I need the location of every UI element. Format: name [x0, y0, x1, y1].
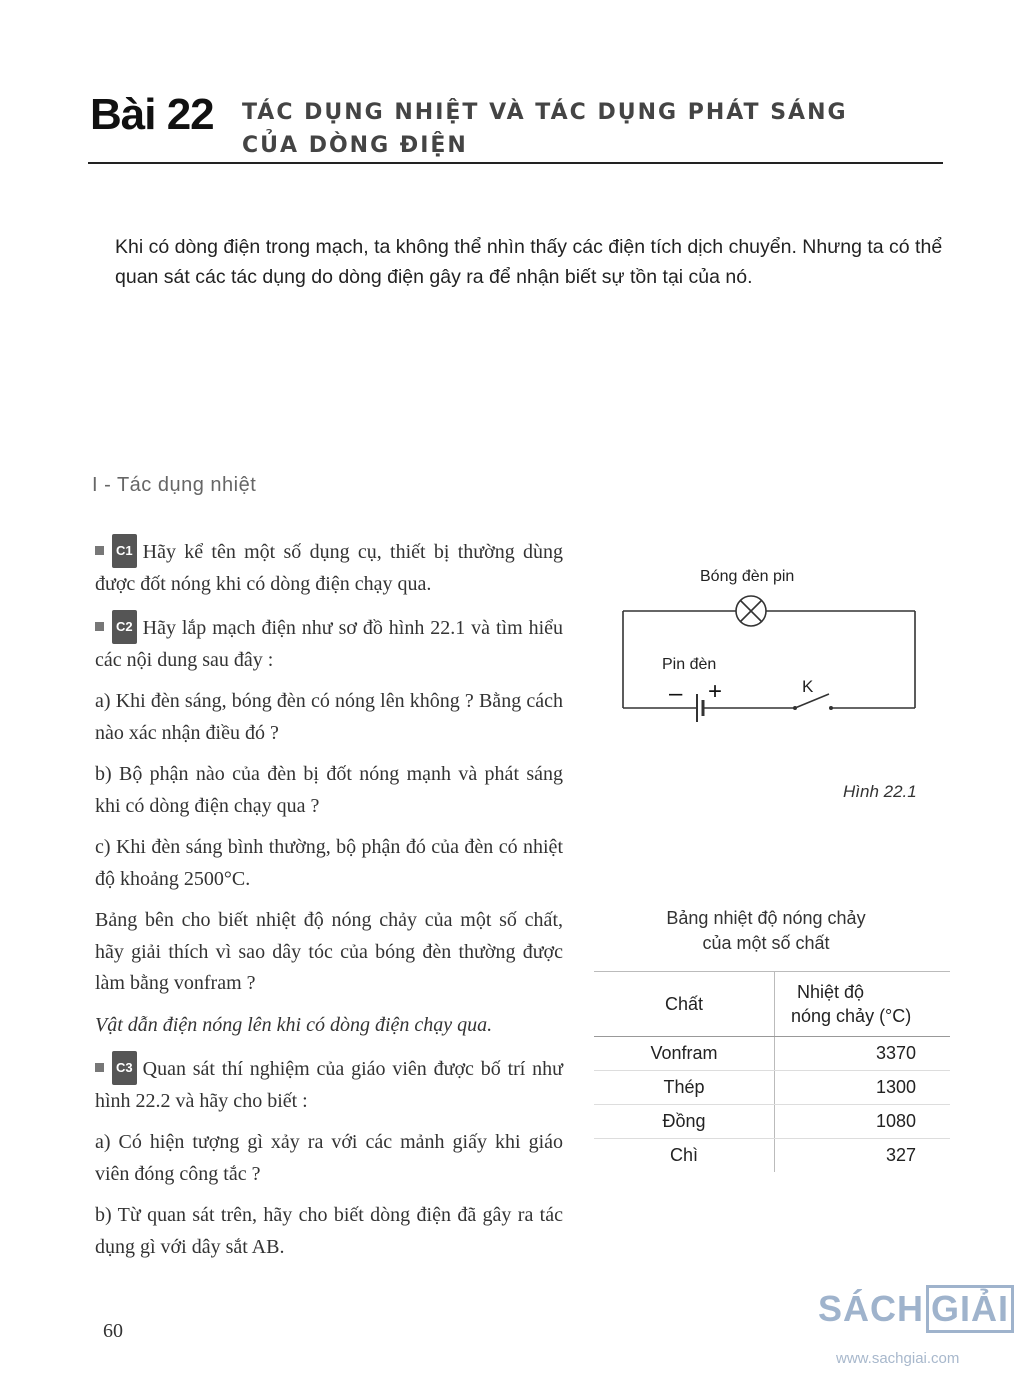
header-temp-line1: Nhiệt độ — [797, 982, 865, 1002]
temperature-cell: 3370 — [775, 1037, 951, 1071]
c3-part-a: a) Có hiện tượng gì xảy ra với các mảnh giấy khi giáo viên đóng công tắc ? — [95, 1131, 563, 1185]
table-row — [594, 1071, 950, 1105]
table-header-row — [594, 972, 950, 1037]
c3-text: Quan sát thí nghiệm của giáo viên được bố trí như hình 22.2 và hãy cho biết : — [95, 1058, 563, 1112]
table-row — [594, 1105, 950, 1139]
c2-part-c: c) Khi đèn sáng bình thường, bộ phận đó của đèn có nhiệt độ khoảng 2500°C. — [95, 836, 563, 890]
temperature-cell: 327 — [885, 1145, 916, 1165]
question-column — [95, 534, 563, 1273]
question-c1 — [95, 534, 563, 600]
c1-badge: C1 — [112, 534, 137, 568]
temperature-cell: 1080 — [775, 1105, 951, 1139]
lesson-number: Bài 22 — [90, 90, 214, 139]
table-caption-line1: Bảng nhiệt độ nóng chảy — [666, 908, 866, 928]
square-bullet-icon — [95, 546, 104, 555]
header-substance: Chất — [594, 972, 775, 1037]
table-row — [594, 1139, 950, 1173]
page-number: 60 — [103, 1320, 123, 1342]
question-c2 — [95, 610, 563, 676]
battery-label: Pin đèn — [662, 656, 717, 673]
watermark-logo — [818, 1285, 1016, 1333]
c3-part-b: b) Từ quan sát trên, hãy cho biết dòng điện đã gây ra tác dụng gì với dây sắt AB. — [95, 1204, 563, 1258]
table-caption-line2: của một số chất — [702, 933, 830, 953]
lesson-title — [242, 96, 848, 162]
table-question: Bảng bên cho biết nhiệt độ nóng chảy của một số chất, hãy giải thích vì sao dây tóc của bóng đèn thường được làm bằng vonfram ? — [95, 909, 563, 994]
figure-caption: Hình 22.1 — [843, 782, 917, 801]
substance-cell: Thép — [594, 1071, 775, 1105]
table-caption — [596, 906, 936, 956]
substance-cell: Vonfram — [594, 1037, 775, 1071]
header-temp-line2: nóng chảy (°C) — [791, 1006, 912, 1026]
watermark-part2: GIẢI — [926, 1285, 1014, 1333]
battery-icon — [697, 694, 703, 722]
square-bullet-icon — [95, 622, 104, 631]
c3-badge: C3 — [112, 1051, 137, 1085]
temperature-cell: 1300 — [775, 1071, 951, 1105]
intro-paragraph: Khi có dòng điện trong mạch, ta không thể nhìn thấy các điện tích dịch chuyển. Nhưng ta có thể quan sát các tác dụng do dòng điện gây ra để nhận biết sự tồn tại của nó. — [115, 236, 943, 288]
bulb-label: Bóng đèn pin — [700, 568, 795, 585]
melting-point-table — [594, 971, 950, 1172]
minus-sign: – — [669, 680, 683, 707]
lesson-title-line1: TÁC DỤNG NHIỆT VÀ TÁC DỤNG PHÁT SÁNG — [242, 100, 848, 125]
watermark-url: www.sachgiai.com — [836, 1350, 960, 1367]
bulb-icon — [736, 596, 766, 626]
switch-label: K — [802, 677, 814, 696]
lesson-title-line2: CỦA DÒNG ĐIỆN — [242, 133, 468, 158]
square-bullet-icon — [95, 1063, 104, 1072]
c2-part-b: b) Bộ phận nào của đèn bị đốt nóng mạnh và phát sáng khi có dòng điện chạy qua ? — [95, 763, 563, 817]
question-c3 — [95, 1051, 563, 1117]
c1-text: Hãy kể tên một số dụng cụ, thiết bị thường dùng được đốt nóng khi có dòng điện chạy qua. — [95, 541, 563, 595]
header-temperature — [775, 972, 951, 1037]
c2-text: Hãy lắp mạch điện như sơ đồ hình 22.1 và tìm hiểu các nội dung sau đây : — [95, 617, 563, 671]
section-heading: I - Tác dụng nhiệt — [92, 474, 257, 496]
c2-badge: C2 — [112, 610, 137, 644]
conclusion-note: Vật dẫn điện nóng lên khi có dòng điện chạy qua. — [95, 1013, 493, 1036]
table-row — [594, 1037, 950, 1071]
c2-part-a: a) Khi đèn sáng, bóng đèn có nóng lên không ? Bằng cách nào xác nhận điều đó ? — [95, 690, 563, 744]
substance-cell: Chì — [594, 1139, 775, 1173]
header-rule — [88, 162, 943, 164]
watermark-part1: SÁCH — [818, 1288, 925, 1329]
plus-sign: + — [708, 678, 723, 705]
substance-cell: Đồng — [594, 1105, 775, 1139]
